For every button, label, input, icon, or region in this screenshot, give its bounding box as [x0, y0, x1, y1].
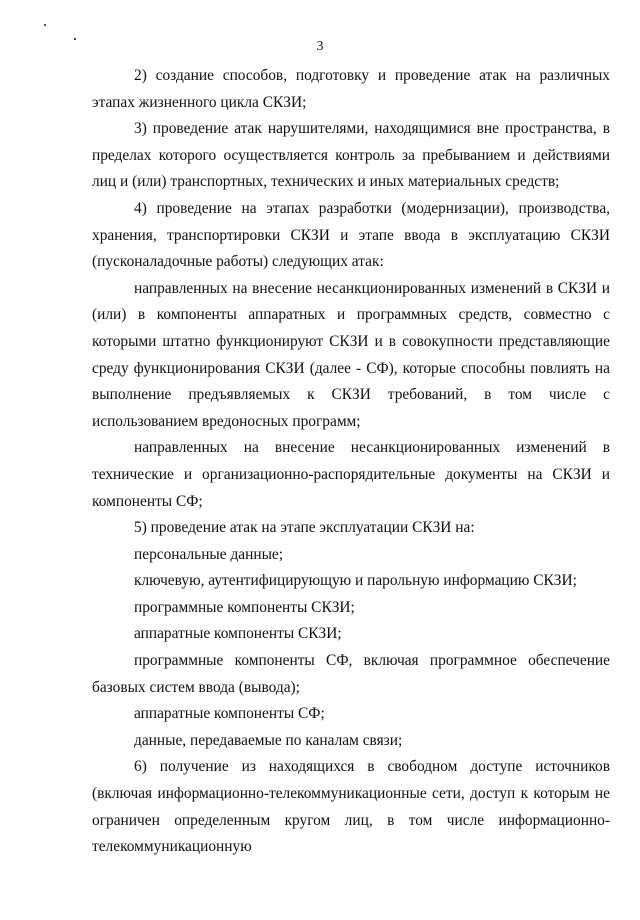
scan-speck: [44, 24, 46, 26]
paragraph-item-2: 2) создание способов, подготовку и проведение атак на различных этапах жизненного цикла СКЗИ;: [92, 67, 610, 111]
page-number: 3: [316, 39, 324, 54]
list-item-skzi-hardware: аппаратные компоненты СКЗИ;: [134, 625, 342, 643]
paragraph-item-4: 4) проведение на этапах разработки (модернизации), производства, хранения, транспортировки СКЗИ и этапе ввода в эксплуатацию СКЗИ (пусконаладочные работы) следующих атак:: [92, 199, 610, 271]
paragraph-attacks-on-components: направленных на внесение несанкционированных изменений в СКЗИ и (или) в компоненты аппаратных и программных средств, совместно с которыми штатно функционируют СКЗИ и в совокупности представляющие среду функционирования СКЗИ (далее - СФ), которые способны повлиять на выполнение предъявляемых к СКЗИ требований, в том числе с использованием вредоносных программ;: [92, 279, 610, 430]
list-item-personal-data: персональные данные;: [134, 545, 284, 563]
list-item-sf-hardware: аппаратные компоненты СФ;: [134, 705, 325, 723]
list-item-sf-software: программные компоненты СФ, включая программное обеспечение базовых систем ввода (вывода);: [92, 652, 610, 696]
paragraph-item-6: 6) получение из находящихся в свободном доступе источников (включая информационно-телекоммуникационные сети, доступ к которым не ограничен определенным кругом лиц, в том числе информационно-телекоммуникационную: [92, 758, 610, 856]
paragraph-attacks-on-documents: направленных на внесение несанкционированных изменений в технические и организационно-распорядительные документы на СКЗИ и компоненты СФ;: [92, 439, 610, 510]
paragraph-item-3: 3) проведение атак нарушителями, находящимися вне пространства, в пределах которого осуществляется контроль за пребыванием и действиями лиц и (или) транспортных, технических и иных материальных средств;: [92, 120, 610, 191]
paragraph-item-5: 5) проведение атак на этапе эксплуатации СКЗИ на:: [134, 519, 475, 537]
list-item-channel-data: данные, передаваемые по каналам связи;: [134, 731, 403, 749]
list-item-key-info: ключевую, аутентифицирующую и парольную информацию СКЗИ;: [134, 572, 577, 590]
document-body: [92, 63, 610, 861]
list-item-skzi-software: программные компоненты СКЗИ;: [134, 598, 355, 616]
